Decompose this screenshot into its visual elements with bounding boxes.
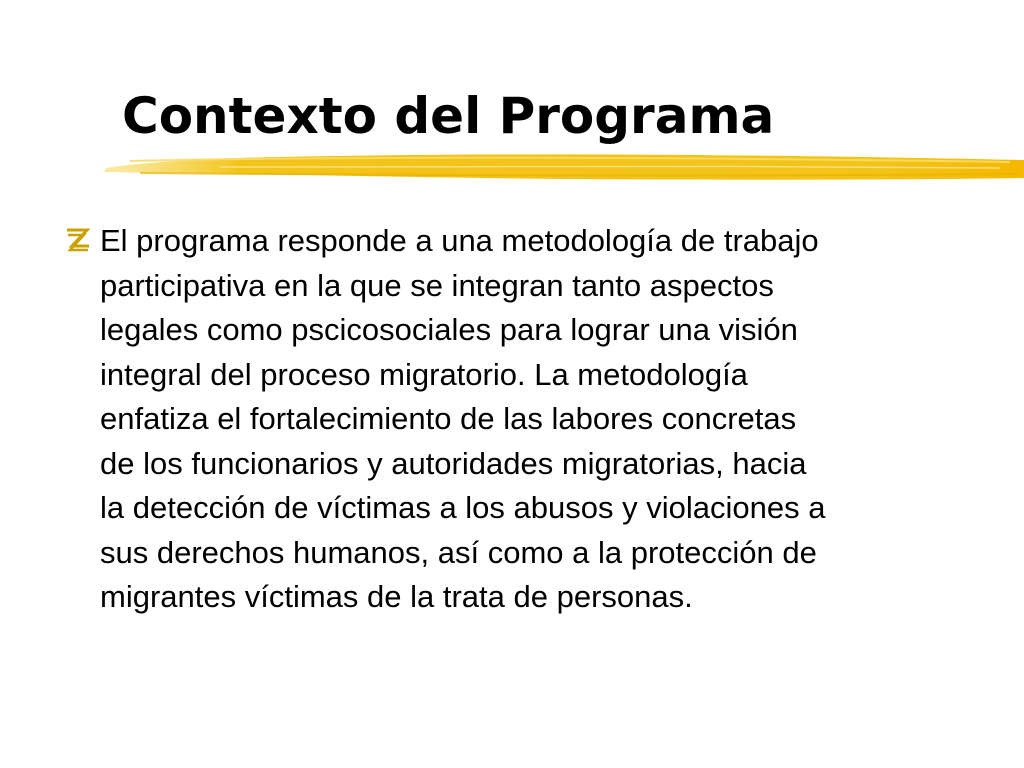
title-brush-underline	[100, 148, 1024, 188]
bullet-line: participativa en la que se integran tanto aspectos	[100, 267, 774, 303]
bullet-line: enfatiza el fortalecimiento de las labores concretas	[100, 401, 797, 436]
bullet-line: sus derechos humanos, así como a la protección de	[100, 534, 817, 570]
bullet-line: El programa responde a una metodología de trabajo	[100, 223, 819, 258]
slide-title: Contexto del Programa	[122, 87, 775, 145]
bullet-text	[100, 219, 980, 620]
z-bullet-icon	[64, 226, 92, 254]
bullet-line: integral del proceso migratorio. La metodología	[100, 356, 748, 392]
bullet-line: legales como pscicosociales para lograr una visión	[100, 312, 798, 347]
bullet-line: de los funcionarios y autoridades migratorias, hacia	[100, 445, 807, 481]
bullet-line: migrantes víctimas de la trata de personas.	[100, 579, 693, 614]
bullet-line: la detección de víctimas a los abusos y violaciones a	[100, 490, 826, 525]
